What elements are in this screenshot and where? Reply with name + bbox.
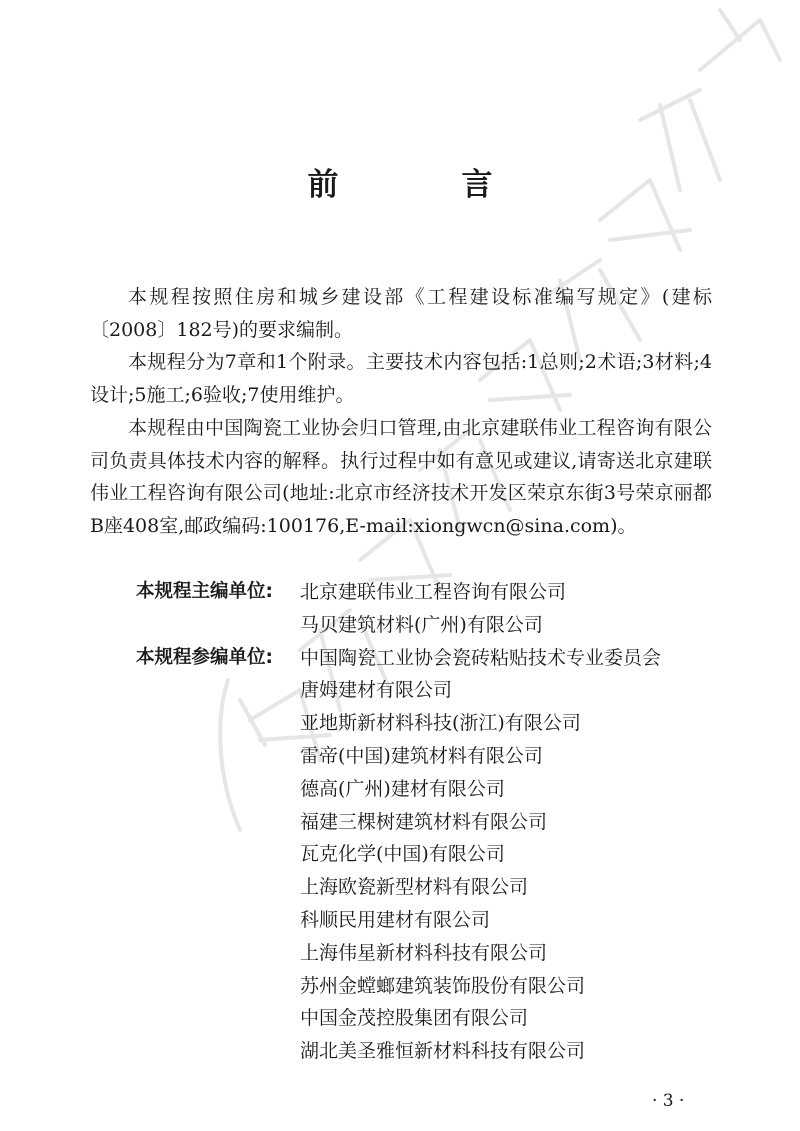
preface-paragraph: 本规程分为7章和1个附录。主要技术内容包括:1总则;2术语;3材料;4设计;5施工;6验收;7使用维护。 xyxy=(90,351,712,407)
participant-units-list xyxy=(300,642,661,1068)
editor-unit-item: 马贝建筑材料(广州)有限公司 xyxy=(300,613,543,636)
participant-unit-item: 上海伟星新材料科技有限公司 xyxy=(300,941,548,964)
editor-unit-item: 北京建联伟业工程咨询有限公司 xyxy=(300,581,567,603)
participant-unit-item: 上海欧瓷新型材料有限公司 xyxy=(300,876,529,899)
page-title: 前 言 xyxy=(307,167,539,203)
participant-unit-item: 苏州金螳螂建筑装饰股份有限公司 xyxy=(300,974,586,997)
preface-paragraph: 本规程按照住房和城乡建设部《工程建设标准编写规定》(建标〔2008〕182号)的要求编制。 xyxy=(90,286,712,341)
preface-paragraph: 本规程由中国陶瓷工业协会归口管理,由北京建联伟业工程咨询有限公司负责具体技术内容的解释。执行过程中如有意见或建议,请寄送北京建联伟业工程咨询有限公司(地址:北京市经济技术开发区荣京东街3号荣京丽都B座408室,邮政编码:100176,E-mail:xiongwcn@sina.com)。 xyxy=(90,416,712,537)
participant-units-label: 本规程参编单位: xyxy=(136,646,273,668)
participant-unit-item: 湖北美圣雅恒新材料科技有限公司 xyxy=(300,1040,586,1063)
participant-unit-item: 唐姆建材有限公司 xyxy=(300,679,453,702)
participant-unit-item: 中国金茂控股集团有限公司 xyxy=(300,1007,529,1030)
preface-body xyxy=(90,281,712,543)
page-number: · 3 · xyxy=(652,1091,685,1111)
editor-units-list xyxy=(300,576,566,642)
participant-unit-item: 科顺民用建材有限公司 xyxy=(300,908,491,931)
editor-units-label: 本规程主编单位: xyxy=(136,581,273,602)
editor-units-group xyxy=(136,576,726,642)
participant-unit-item: 中国陶瓷工业协会瓷砖粘贴技术专业委员会 xyxy=(300,646,662,669)
participant-unit-item: 福建三棵树建筑材料有限公司 xyxy=(300,810,548,833)
participant-unit-item: 雷帝(中国)建筑材料有限公司 xyxy=(300,744,543,767)
units-section xyxy=(136,576,726,1068)
participant-unit-item: 亚地斯新材料科技(浙江)有限公司 xyxy=(300,712,581,735)
participant-units-group xyxy=(136,642,726,1068)
participant-unit-item: 德高(广州)建材有限公司 xyxy=(300,777,505,800)
participant-unit-item: 瓦克化学(中国)有限公司 xyxy=(300,843,505,866)
